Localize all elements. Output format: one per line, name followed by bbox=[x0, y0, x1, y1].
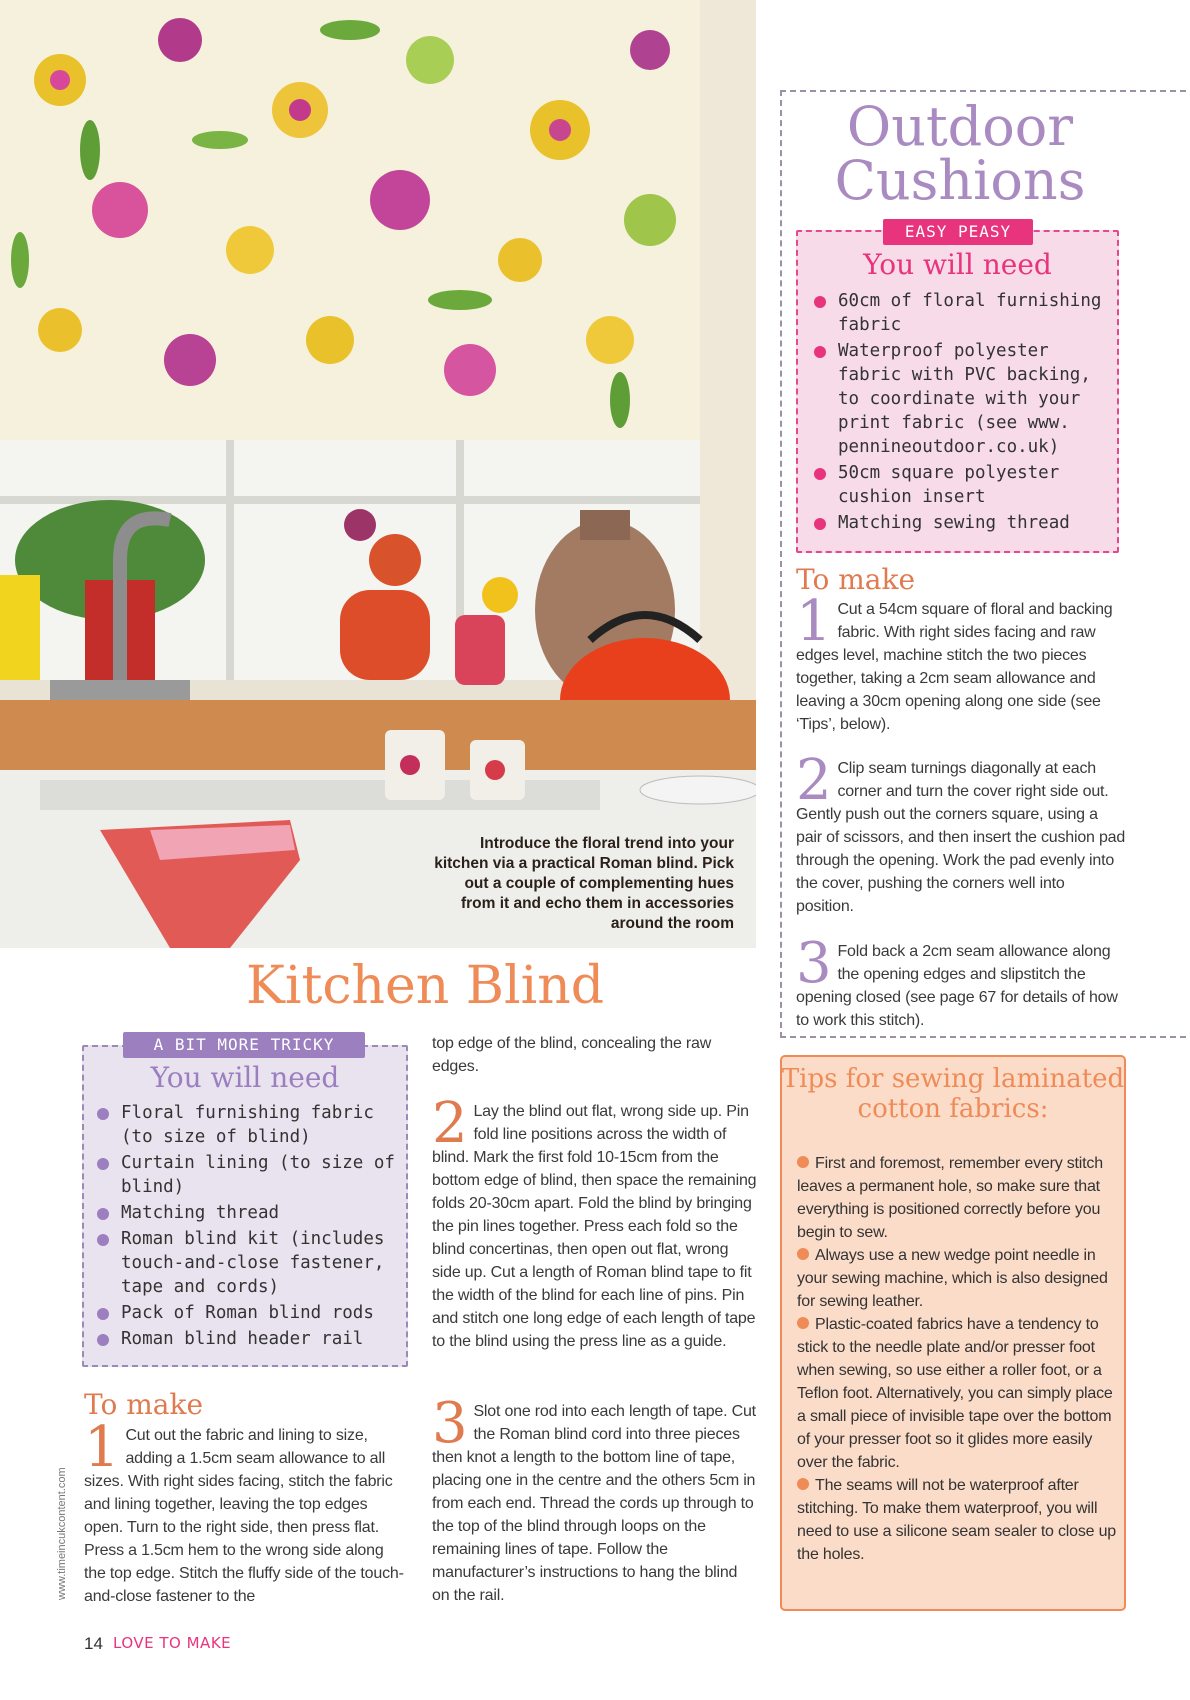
outdoor-cushions-title bbox=[780, 95, 1140, 212]
tip-item: First and foremost, remember every stitch leaves a permanent hole, so make sure that everything is positioned correctly before you begin to sew. bbox=[797, 1152, 1117, 1244]
photo-caption: Introduce the floral trend into your kitchen via a practical Roman blind. Pick out a couple of complementing hues from it and echo them in accessories around the room bbox=[434, 835, 734, 932]
difficulty-badge-tricky: A BIT MORE TRICKY bbox=[123, 1032, 365, 1058]
difficulty-badge-easy: EASY PEASY bbox=[883, 219, 1033, 245]
kitchen-illustration bbox=[0, 0, 756, 948]
list-item: Floral furnishing fabric (to size of blind) bbox=[97, 1101, 402, 1149]
kitchen-photo bbox=[0, 0, 756, 948]
magazine-name: LOVE TO MAKE bbox=[113, 1634, 232, 1652]
blind-materials-list bbox=[97, 1101, 402, 1353]
tip-item: The seams will not be waterproof after stitching. To make them waterproof, you will need to use a silicone seam sealer to close up the holes. bbox=[797, 1474, 1117, 1566]
step-number: 2 bbox=[432, 1091, 468, 1156]
cushion-materials-list bbox=[814, 289, 1114, 537]
tips-list bbox=[797, 1152, 1117, 1566]
cushion-step-2 bbox=[796, 748, 1126, 918]
tip-item: Always use a new wedge point needle in your sewing machine, which is also designed for sewing leather. bbox=[797, 1244, 1117, 1313]
step-number: 3 bbox=[432, 1391, 468, 1456]
cushion-step-1 bbox=[796, 589, 1126, 736]
step-text: Lay the blind out flat, wrong side up. Pin fold line positions across the width of blind. Mark the first fold 10-15cm from the bottom edge of blind, then space the remaining folds 20-30cm apart. Fold the blind by bringing the pin lines together. Press each fold so the blind concertinas, then open out flat, wrong side up. Cut a length of Roman blind tape to fit the width of the blind for each line of pins. Pin and stitch one long edge of each length of tape to the blind using the press line as a guide. bbox=[432, 1103, 757, 1350]
page-number: 14 bbox=[84, 1634, 103, 1653]
list-item: Roman blind kit (includes touch-and-close fastener, tape and cords) bbox=[97, 1227, 402, 1299]
step-number: 1 bbox=[796, 589, 832, 654]
blind-step-1-continued: top edge of the blind, concealing the raw edges. bbox=[432, 1035, 712, 1075]
list-item: Matching thread bbox=[97, 1201, 402, 1225]
step-text: Cut a 54cm square of floral and backing fabric. With right sides facing and raw edges level, machine stitch the two pieces together, taking a 2cm seam allowance and leaving a 30cm opening along one side (see ‘Tips’, below). bbox=[796, 601, 1113, 733]
list-item: 60cm of floral furnishing fabric bbox=[814, 289, 1114, 337]
blind-need-heading: You will need bbox=[150, 1061, 340, 1094]
list-item: Pack of Roman blind rods bbox=[97, 1301, 402, 1325]
step-text: Cut out the fabric and lining to size, adding a 1.5cm seam allowance to all sizes. With right sides facing, stitch the fabric and lining together, leaving the top edges open. Turn to the right side, then press flat. Press a 1.5cm hem to the wrong side along the top edge. Stitch the fluffy side of the touch-and-close fastener to the bbox=[84, 1427, 404, 1605]
cushion-need-heading: You will need bbox=[863, 248, 1052, 281]
list-item: Waterproof polyester fabric with PVC backing, to coordinate with your print fabric (see www. pennineoutdoor.co.uk) bbox=[814, 339, 1114, 459]
step-text: Slot one rod into each length of tape. Cut the Roman blind cord into three pieces then knot a length to the bottom line of tape, placing one in the centre and the others 5cm in from each end. Thread the cords up through to the top of the blind through loops on the remaining lines of tape. Follow the manufacturer’s instructions to hang the blind on the rail. bbox=[432, 1403, 756, 1604]
blind-step-3 bbox=[432, 1391, 758, 1607]
step-text: Clip seam turnings diagonally at each corner and turn the cover right side out. Gently push out the corners square, using a pair of scissors, and then insert the cushion pad through the opening. Work the pad evenly into the cover, pushing the corners well into position. bbox=[796, 760, 1126, 915]
side-url-credit: www.timeincukcontent.com bbox=[56, 1467, 68, 1600]
list-item: Curtain lining (to size of blind) bbox=[97, 1151, 402, 1199]
blind-step-1 bbox=[84, 1415, 406, 1608]
title-line-2: Cushions bbox=[834, 149, 1086, 212]
tip-item: Plastic-coated fabrics have a tendency to stick to the needle plate and/or presser foot when sewing, so use either a roller foot, or a Teflon foot. Alternatively, you can simply place a small piece of invisible tape over the bottom of your presser foot so it glides more easily over the fabric. bbox=[797, 1313, 1117, 1474]
list-item: Matching sewing thread bbox=[814, 511, 1114, 535]
step-number: 1 bbox=[84, 1415, 120, 1480]
blind-step-2 bbox=[432, 1091, 758, 1353]
title-line-1: Outdoor bbox=[846, 95, 1074, 158]
step-number: 3 bbox=[796, 931, 832, 996]
blind-to-make-heading: To make bbox=[84, 1388, 204, 1421]
list-item: 50cm square polyester cushion insert bbox=[814, 461, 1114, 509]
step-number: 2 bbox=[796, 748, 832, 813]
step-text: Fold back a 2cm seam allowance along the opening edges and slipstitch the opening closed (see page 67 for details of how to work this stitch). bbox=[796, 943, 1118, 1029]
cushion-step-3 bbox=[796, 931, 1126, 1032]
kitchen-blind-title: Kitchen Blind bbox=[245, 956, 605, 1016]
tips-title: Tips for sewing laminated cotton fabrics: bbox=[781, 1064, 1125, 1124]
cushion-to-make-heading: To make bbox=[796, 563, 916, 596]
list-item: Roman blind header rail bbox=[97, 1327, 402, 1351]
